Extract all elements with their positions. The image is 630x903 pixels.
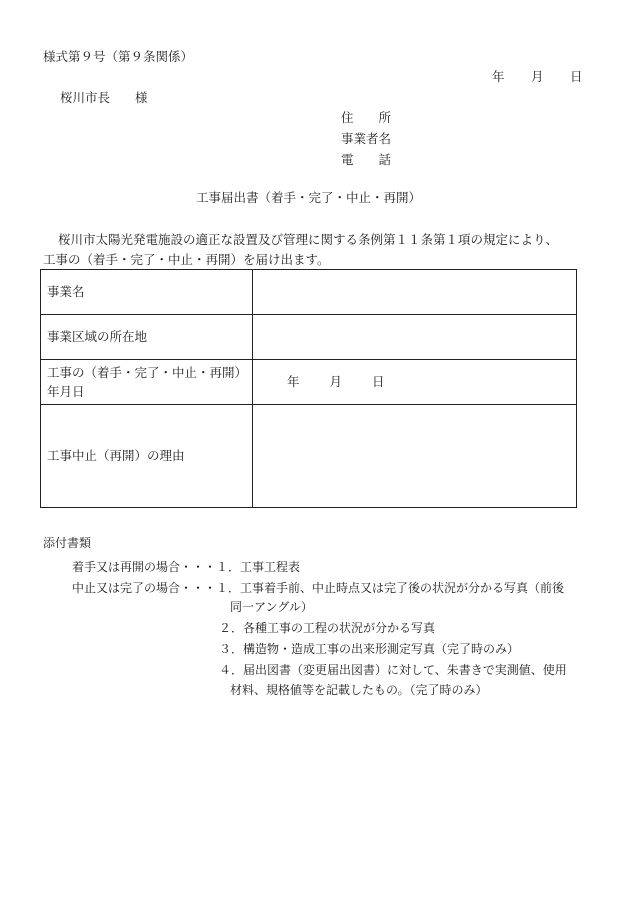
project-location-label: 事業区域の所在地 bbox=[41, 315, 253, 360]
construction-date-label-line1: 工事の（着手・完了・中止・再開） bbox=[47, 364, 248, 380]
project-location-field[interactable] bbox=[253, 315, 577, 360]
date-day-label: 日 bbox=[570, 69, 583, 84]
attachment-item-2: ２．各種工事の工程の状況が分かる写真 bbox=[219, 621, 436, 635]
form-number: 様式第９号（第９条関係） bbox=[43, 49, 194, 64]
table-row bbox=[41, 270, 577, 315]
project-name-field[interactable] bbox=[253, 270, 577, 315]
attachment-item-4-cont: 材料、規格値等を記載したもの。（完了時のみ） bbox=[230, 683, 488, 697]
phone-label: 電 話 bbox=[341, 152, 392, 167]
table-row bbox=[41, 315, 577, 360]
notification-table bbox=[40, 269, 577, 508]
attachment-item-4: ４．届出図書（変更届出図書）に対して、朱書きで実測値、使用 bbox=[219, 663, 567, 677]
date-year-label: 年 bbox=[492, 69, 505, 84]
addressee: 桜川市長 様 bbox=[60, 90, 148, 105]
table-row bbox=[41, 360, 577, 405]
construction-date-year: 年 bbox=[287, 374, 300, 390]
suspension-reason-field[interactable] bbox=[253, 405, 577, 508]
page-title: 工事届出書（着手・完了・中止・再開） bbox=[196, 190, 422, 205]
date-month-label: 月 bbox=[531, 69, 544, 84]
attachment-item-3: ３．構造物・造成工事の出来形測定写真（完了時のみ） bbox=[219, 642, 520, 656]
address-label: 住 所 bbox=[341, 110, 392, 125]
project-name-label: 事業名 bbox=[41, 270, 253, 315]
attachments-heading: 添付書類 bbox=[43, 536, 92, 550]
construction-date-field[interactable] bbox=[253, 360, 577, 405]
construction-date-label bbox=[41, 360, 253, 405]
suspension-reason-label: 工事中止（再開）の理由 bbox=[41, 405, 253, 508]
intro-line-2: 工事の（着手・完了・中止・再開）を届け出ます。 bbox=[43, 252, 330, 267]
construction-date-month: 月 bbox=[329, 374, 343, 390]
business-name-label: 事業者名 bbox=[341, 131, 392, 146]
attachment-suspend-or-complete-1-cont: 同一アングル） bbox=[230, 600, 313, 614]
attachment-suspend-or-complete-1: 中止又は完了の場合・・・１．工事着手前、中止時点又は完了後の状況が分かる写真（前後 bbox=[72, 581, 565, 595]
intro-line-1: 桜川市太陽光発電施設の適正な設置及び管理に関する条例第１１条第１項の規定により、 bbox=[58, 232, 559, 247]
construction-date-label-line2: 年月日 bbox=[47, 384, 85, 399]
construction-date-day: 日 bbox=[372, 374, 385, 390]
attachment-start-or-resume: 着手又は再開の場合・・・１．工事工程表 bbox=[72, 560, 301, 574]
table-row bbox=[41, 405, 577, 508]
